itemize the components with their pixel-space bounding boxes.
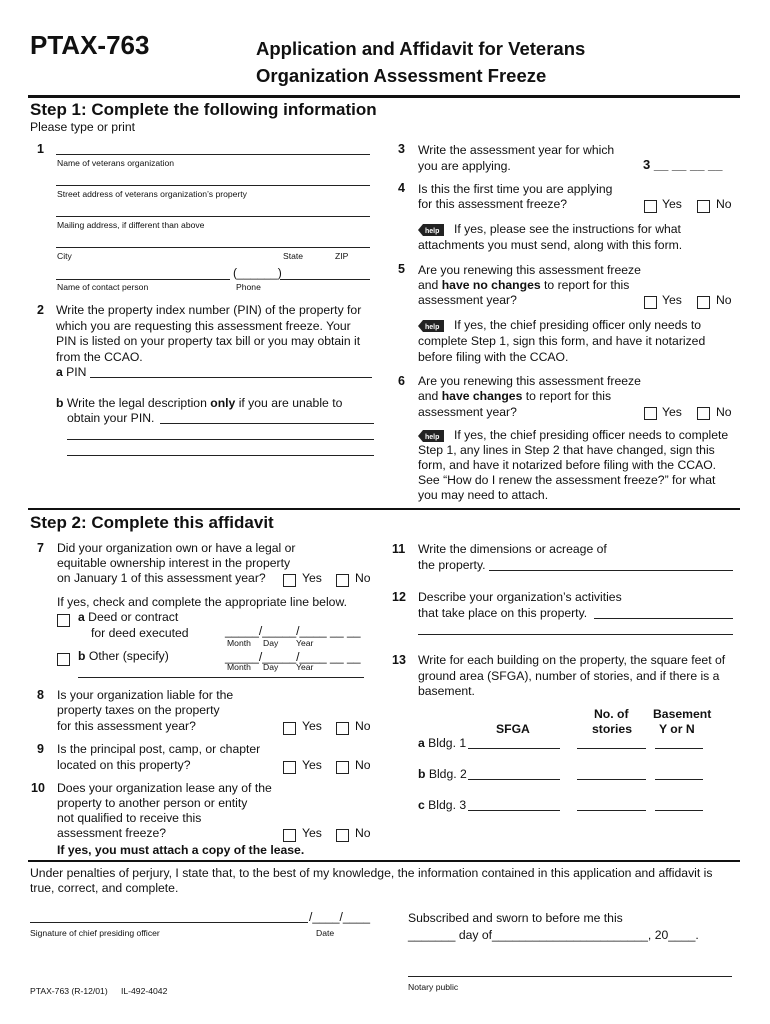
q13-number: 13	[392, 653, 406, 667]
q7-text-line3: on January 1 of this assessment year?	[57, 571, 266, 585]
q13-text-line1: Write for each building on the property, the square feet of	[418, 653, 726, 667]
q10-number: 10	[31, 781, 45, 795]
bldg-2-row	[418, 767, 467, 783]
city-state-zip-field[interactable]	[56, 247, 370, 248]
q7b-label	[78, 649, 169, 665]
bldg-1-row	[418, 736, 466, 752]
q9-no-checkbox[interactable]	[336, 761, 349, 774]
q10-text-line3: not qualified to receive this	[57, 811, 202, 825]
q2-text-line1: Write the property index number (PIN) of the property for	[56, 303, 362, 317]
state-label: State	[283, 251, 304, 261]
q7b-checkbox[interactable]	[57, 653, 70, 666]
bldg-3-stories-field[interactable]	[577, 810, 646, 811]
q7b-year-label: Year	[296, 662, 314, 672]
q11-text-line1: Write the dimensions or acreage of	[418, 542, 607, 556]
q7-text-line1: Did your organization own or have a legal or	[57, 541, 296, 555]
q5-text-line2	[418, 278, 629, 294]
q7-yes-checkbox[interactable]	[283, 574, 296, 587]
date-label: Date	[316, 928, 335, 938]
bldg-1-sfga-field[interactable]	[468, 748, 560, 749]
help-icon-text: help	[425, 434, 440, 441]
q7-no-label: No	[355, 571, 371, 585]
help-icon	[418, 224, 444, 236]
q5-yes-label: Yes	[662, 293, 682, 307]
q7-yes-label: Yes	[302, 571, 322, 585]
perjury-statement-line2: true, correct, and complete.	[30, 881, 179, 895]
q6-yes-checkbox[interactable]	[644, 407, 657, 420]
signature-date-field[interactable]: /____/____	[309, 910, 370, 924]
step2-bottom-rule	[28, 860, 740, 862]
phone-field[interactable]	[280, 279, 370, 280]
q2a-letter: a	[56, 365, 63, 379]
legal-description-field-3[interactable]	[67, 455, 374, 456]
sfga-header: SFGA	[496, 722, 530, 736]
q7-instructions: If yes, check and complete the appropriate line below.	[57, 595, 347, 609]
phone-label: Phone	[236, 282, 261, 292]
q11-text-line2: the property.	[418, 558, 486, 572]
q3-text-line1: Write the assessment year for which	[418, 143, 615, 157]
help-icon-text: help	[425, 228, 440, 235]
q13-text-line3: basement.	[418, 684, 475, 698]
q13-text-line2: ground area (SFGA), number of stories, and if there is a	[418, 669, 720, 683]
q6-text-line2	[418, 389, 611, 405]
bldg-2-sfga-field[interactable]	[468, 779, 560, 780]
q7b-month-label: Month	[227, 662, 251, 672]
q8-text-line2: property taxes on the property	[57, 703, 220, 717]
q5-line2-bold: have no changes	[441, 278, 541, 292]
q2b-row	[56, 396, 342, 412]
street-address-label: Street address of veterans organization’s property	[57, 189, 247, 199]
bldg-3-basement-field[interactable]	[655, 810, 703, 811]
bldg-2-basement-field[interactable]	[655, 779, 703, 780]
basement-header-line2: Y or N	[659, 722, 695, 736]
q4-help-line1: If yes, please see the instructions for what	[454, 222, 681, 236]
q6-help-line4: See “How do I renew the assessment freeze?” for what	[418, 473, 716, 487]
q5-no-label: No	[716, 293, 732, 307]
q2-text-line4: from the CCAO.	[56, 350, 143, 364]
q8-yes-checkbox[interactable]	[283, 722, 296, 735]
bldg-1-stories-field[interactable]	[577, 748, 646, 749]
help-icon	[418, 320, 444, 332]
bldg-3-row	[418, 798, 466, 814]
bldg-1-basement-field[interactable]	[655, 748, 703, 749]
header-rule	[28, 95, 740, 98]
form-revision-code: PTAX-763 (R-12/01)	[30, 986, 108, 996]
il-code: IL-492-4042	[121, 986, 168, 996]
q4-yes-label: Yes	[662, 197, 682, 211]
bldg-3-label: Bldg. 3	[428, 798, 467, 812]
q12-number: 12	[392, 590, 406, 604]
pin-field[interactable]	[90, 377, 372, 378]
legal-description-field-1[interactable]	[160, 423, 374, 424]
q8-text-line1: Is your organization liable for the	[57, 688, 234, 702]
q9-yes-checkbox[interactable]	[283, 761, 296, 774]
q8-no-checkbox[interactable]	[336, 722, 349, 735]
q5-text-line1: Are you renewing this assessment freeze	[418, 263, 641, 277]
q9-number: 9	[37, 742, 44, 756]
q10-lease-note: If yes, you must attach a copy of the lease.	[57, 843, 305, 857]
q7b-text: Other (specify)	[88, 649, 169, 663]
org-name-field[interactable]	[56, 154, 370, 155]
q6-help-line5: you may need to attach.	[418, 488, 549, 502]
q6-line2-post: to report for this	[525, 389, 612, 403]
bldg-3-letter: c	[418, 798, 425, 812]
q2b-text-bold: only	[210, 396, 236, 410]
q6-line2-bold: have changes	[441, 389, 523, 403]
q10-no-label: No	[355, 826, 371, 840]
sworn-text-line1: Subscribed and sworn to before me this	[408, 911, 623, 925]
q7b-letter: b	[78, 649, 86, 663]
q7a-checkbox[interactable]	[57, 614, 70, 627]
help-icon-text: help	[425, 324, 440, 331]
q10-text-line1: Does your organization lease any of the	[57, 781, 272, 795]
q9-text-line2: located on this property?	[57, 758, 191, 772]
q4-number: 4	[398, 181, 405, 195]
q10-text-line4: assessment freeze?	[57, 826, 167, 840]
q5-no-checkbox[interactable]	[697, 296, 710, 309]
signature-field[interactable]	[30, 922, 308, 923]
q9-text-line1: Is the principal post, camp, or chapter	[57, 742, 261, 756]
q12-text-line2: that take place on this property.	[418, 606, 588, 620]
form-title-line1: Application and Affidavit for Veterans	[256, 38, 586, 59]
bldg-2-letter: b	[418, 767, 426, 781]
q12-text-line1: Describe your organization’s activities	[418, 590, 622, 604]
q9-yes-label: Yes	[302, 758, 322, 772]
q4-yes-checkbox[interactable]	[644, 200, 657, 213]
activities-field-2[interactable]	[418, 634, 733, 635]
q7a-label-line1	[78, 610, 178, 626]
q8-no-label: No	[355, 719, 371, 733]
bldg-1-label: Bldg. 1	[428, 736, 467, 750]
q2-text-line3: PIN is listed on your property tax bill or you may obtain it	[56, 334, 361, 348]
q4-help-line2: attachments you must send, along with this form.	[418, 238, 683, 252]
q7-no-checkbox[interactable]	[336, 574, 349, 587]
q7b-specify-field[interactable]	[78, 677, 364, 678]
q7-number: 7	[37, 541, 44, 555]
step1-bottom-rule	[28, 508, 740, 510]
q10-text-line2: property to another person or entity	[57, 796, 248, 810]
q6-help-line1: If yes, the chief presiding officer needs to complete	[454, 428, 729, 442]
q5-line2-post: to report for this	[544, 278, 630, 292]
org-name-label: Name of veterans organization	[57, 158, 175, 168]
form-title-line2: Organization Assessment Freeze	[256, 65, 547, 86]
q7a-year-label: Year	[296, 638, 314, 648]
q6-text-line3: assessment year?	[418, 405, 517, 419]
stories-header-line2: stories	[592, 722, 632, 736]
step1-heading: Step 1: Complete the following information	[30, 100, 377, 119]
q8-yes-label: Yes	[302, 719, 322, 733]
zip-label: ZIP	[335, 251, 349, 261]
step1-subheading: Please type or print	[30, 120, 136, 134]
city-label: City	[57, 251, 72, 261]
q5-help-line3: before filing with the CCAO.	[418, 350, 569, 364]
phone-area-code: (______)	[233, 266, 282, 280]
contact-person-label: Name of contact person	[57, 282, 149, 292]
q5-text-line3: assessment year?	[418, 293, 517, 307]
bldg-1-letter: a	[418, 736, 425, 750]
q5-help-line1: If yes, the chief presiding officer only needs to	[454, 318, 702, 332]
q5-line2-pre: and	[418, 278, 439, 292]
assessment-year-field[interactable]: 3 __ __ __ __	[643, 157, 723, 172]
q7a-letter: a	[78, 610, 85, 624]
mailing-address-field[interactable]	[56, 216, 370, 217]
q10-yes-checkbox[interactable]	[283, 829, 296, 842]
q2b-letter: b	[56, 396, 64, 410]
q7a-label-line2: for deed executed	[91, 626, 189, 640]
activities-field-1[interactable]	[594, 618, 733, 619]
form-id: PTAX-763	[30, 30, 150, 60]
q7a-day-label: Day	[263, 638, 279, 648]
bldg-2-label: Bldg. 2	[428, 767, 467, 781]
notary-signature-field[interactable]	[408, 976, 732, 977]
q4-text-line2: for this assessment freeze?	[418, 197, 568, 211]
bldg-2-stories-field[interactable]	[577, 779, 646, 780]
q2-text-line2: which you are requesting this assessment freeze. Your	[56, 319, 351, 333]
sworn-day-field[interactable]: _______ day of_______________________, 20____.	[408, 928, 699, 942]
dimensions-field[interactable]	[489, 570, 733, 571]
q1-number: 1	[37, 142, 44, 156]
q6-line2-pre: and	[418, 389, 439, 403]
q10-yes-label: Yes	[302, 826, 322, 840]
q6-text-line1: Are you renewing this assessment freeze	[418, 374, 641, 388]
q2b-text-post: if you are unable to	[238, 396, 343, 410]
q7a-month-label: Month	[227, 638, 251, 648]
notary-label: Notary public	[408, 982, 459, 992]
mailing-address-label: Mailing address, if different than above	[57, 220, 205, 230]
q6-no-label: No	[716, 405, 732, 419]
q7b-day-label: Day	[263, 662, 279, 672]
q6-yes-label: Yes	[662, 405, 682, 419]
perjury-statement-line1: Under penalties of perjury, I state that, to the best of my knowledge, the information contained in this application and affidavit is	[30, 866, 713, 880]
q5-number: 5	[398, 262, 405, 276]
q7b-date-field[interactable]: _____/_____/____ __ __	[225, 650, 361, 664]
q6-number: 6	[398, 374, 405, 388]
signature-label: Signature of chief presiding officer	[30, 928, 160, 938]
street-address-field[interactable]	[56, 185, 370, 186]
q2a-row	[56, 365, 87, 381]
q4-text-line1: Is this the first time you are applying	[418, 182, 613, 196]
pin-label: PIN	[66, 365, 87, 379]
q3-number: 3	[398, 142, 405, 156]
q10-no-checkbox[interactable]	[336, 829, 349, 842]
legal-description-field-2[interactable]	[67, 439, 374, 440]
step2-heading: Step 2: Complete this affidavit	[30, 513, 274, 532]
q8-number: 8	[37, 688, 44, 702]
q5-yes-checkbox[interactable]	[644, 296, 657, 309]
q2b-text-line2: obtain your PIN.	[67, 411, 155, 425]
q11-number: 11	[392, 542, 406, 556]
stories-header-line1: No. of	[594, 707, 629, 721]
q6-no-checkbox[interactable]	[697, 407, 710, 420]
help-icon	[418, 430, 444, 442]
q7a-date-field[interactable]: _____/_____/____ __ __	[225, 624, 361, 638]
q5-help-line2: complete Step 1, sign this form, and have it notarized	[418, 334, 706, 348]
q4-no-checkbox[interactable]	[697, 200, 710, 213]
contact-person-field[interactable]	[56, 279, 230, 280]
q2-number: 2	[37, 303, 44, 317]
q9-no-label: No	[355, 758, 371, 772]
basement-header-line1: Basement	[653, 707, 712, 721]
q2b-text-pre: Write the legal description	[66, 396, 207, 410]
bldg-3-sfga-field[interactable]	[468, 810, 560, 811]
q4-no-label: No	[716, 197, 732, 211]
q6-help-line3: form, and have it notarized before filing with the CCAO.	[418, 458, 717, 472]
q7a-text: Deed or contract	[88, 610, 179, 624]
q6-help-line2: Step 1, any lines in Step 2 that have changed, sign this	[418, 443, 715, 457]
q8-text-line3: for this assessment year?	[57, 719, 196, 733]
q3-text-line2: you are applying.	[418, 159, 511, 173]
q7-text-line2: equitable ownership interest in the property	[57, 556, 291, 570]
